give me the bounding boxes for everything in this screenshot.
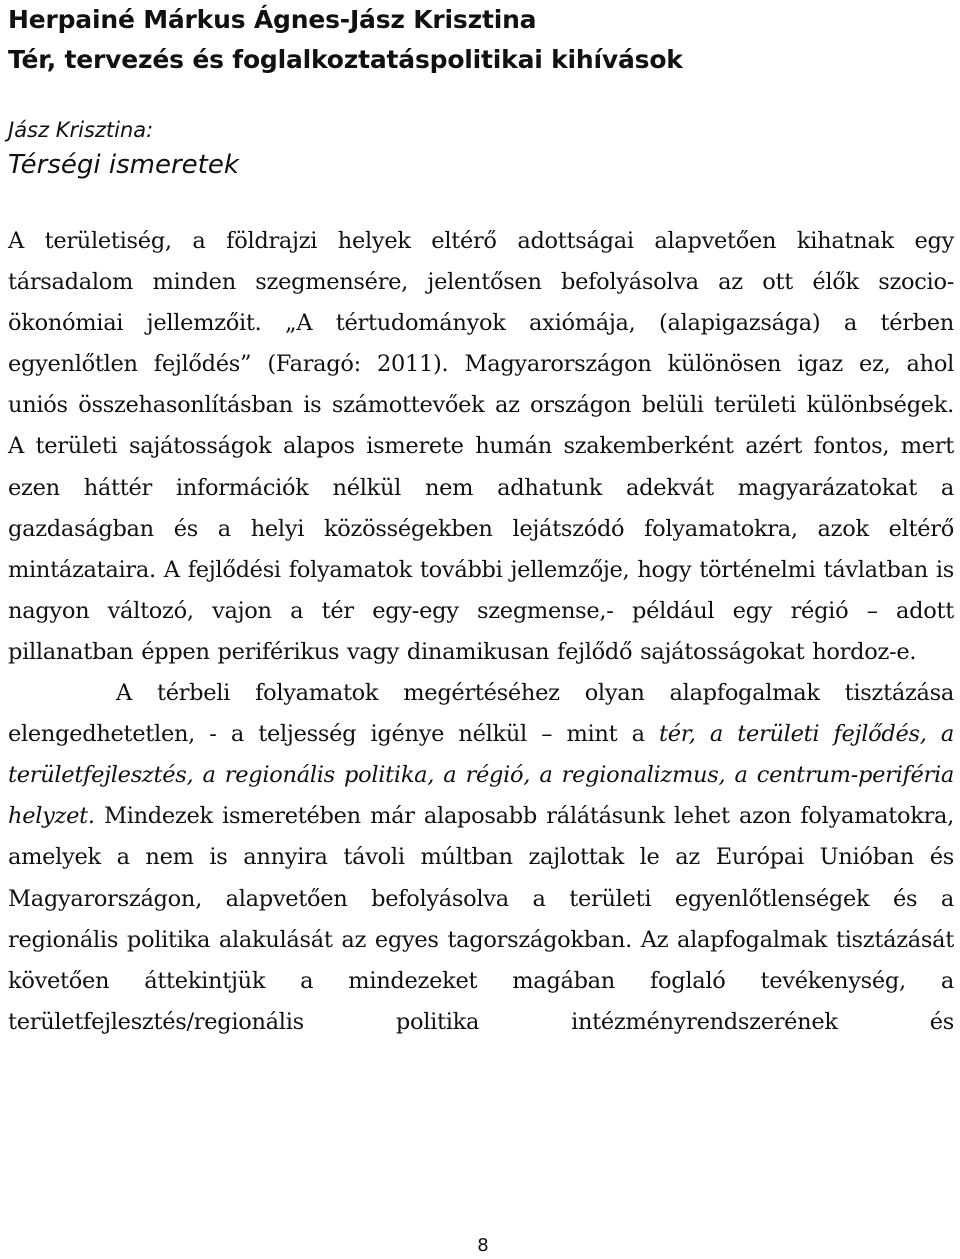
paragraph-2-sentence-1: A térbeli folyamatok megértéséhez olyan alapfogalmak tisztázása elengedhetetlen, - a teljesség igénye nélkül – mint a: [8, 680, 954, 748]
paragraph-1-quote: „A tértudományok axiómája, (alapigazsága) a térben egyenlőtlen fejlődés” (Faragó: 2011).: [8, 310, 954, 378]
page-number: 8: [477, 1235, 489, 1256]
chapter-title: Térségi ismeretek: [8, 150, 239, 180]
paragraph-2-sentence-2: Mindezek ismeretében már alaposabb rálátásunk lehet azon folyamatokra, amelyek a nem is annyira távoli múltban zajlottak le az Európai Unióban és Magyarországon, alapvetően befolyásolva a területi egyenlőtlenségek és a regionális politika alakulását az egyes tagországokban.: [8, 803, 954, 953]
paragraph-1: [8, 221, 954, 673]
paragraph-2-sentence-3: Az alapfogalmak tisztázását követően áttekintjük a mindezeket magában foglaló tevékenység, a területfejlesztés/regionális politika intézményrendszerének és: [8, 926, 954, 1035]
chapter-author: Jász Krisztina:: [8, 118, 154, 142]
header-book-title: Tér, tervezés és foglalkoztatáspolitikai kihívások: [8, 45, 683, 74]
paragraph-1-sentence-1: A területiség, a földrajzi helyek eltérő adottságai alapvetően kihatnak egy társadalom minden szegmensére, jelentősen befolyásolva az ott élők szocio-ökonómiai jellemzőit.: [8, 228, 954, 337]
header-authors: Herpainé Márkus Ágnes-Jász Krisztina: [8, 5, 537, 34]
paragraph-1-sentence-3: Magyarországon különösen igaz ez, ahol uniós összehasonlításban is számottevőek az országon belüli területi különbségek.: [8, 351, 954, 419]
paragraph-1-sentence-4: A területi sajátosságok alapos ismerete humán szakemberként azért fontos, mert ezen háttér információk nélkül nem adhatunk adekvát magyarázatokat a gazdaságban és a helyi közösségekben lejátszódó folyamatokra, azok eltérő mintázataira.: [8, 433, 954, 583]
body-text: [8, 221, 954, 1043]
paragraph-1-sentence-5: A fejlődési folyamatok további jellemzője, hogy történelmi távlatban is nagyon változó, vajon a tér egy-egy szegmense,- például egy régió – adott pillanatban éppen periférikus vagy dinamikusan fejlődő sajátosságokat hordoz-e.: [8, 556, 954, 665]
paragraph-2-italic-terms: tér, a területi fejlődés, a területfejlesztés, a regionális politika, a régió, a regionalizmus, a centrum-periféria helyzet.: [8, 721, 954, 830]
document-page: [8, 0, 954, 1043]
paragraph-2: [8, 673, 954, 1043]
